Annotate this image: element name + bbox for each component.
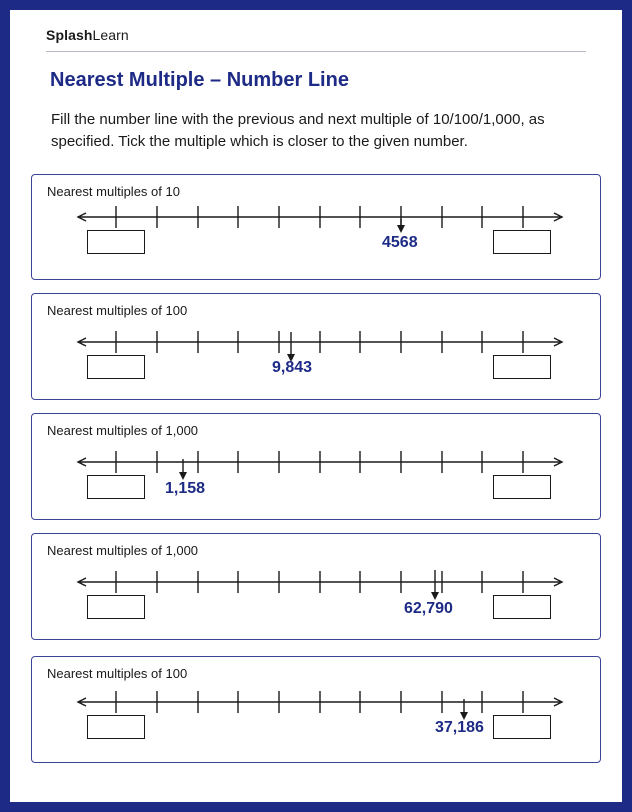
problem-label: Nearest multiples of 1,000 [47,543,199,558]
answer-box-next[interactable] [493,475,551,499]
number-line-4 [32,534,602,641]
given-number: 37,186 [435,719,484,736]
number-line-5 [32,657,602,764]
brand-logo [46,27,129,43]
given-number: 62,790 [404,600,453,617]
header-divider [46,51,586,52]
answer-box-previous[interactable] [87,715,145,739]
brand-logo-bold: Splash [46,27,93,43]
given-number: 1,158 [165,480,206,497]
problem-panel-5 [31,656,601,763]
given-pointer-head [179,472,187,480]
brand-logo-light: Learn [92,27,129,43]
answer-box-next[interactable] [493,355,551,379]
answer-box-previous[interactable] [87,355,145,379]
problem-panel-2 [31,293,601,400]
given-pointer-head [397,225,405,233]
problem-label: Nearest multiples of 1,000 [47,423,199,438]
number-line-1 [32,175,602,281]
answer-box-previous[interactable] [87,595,145,619]
problem-panel-4 [31,533,601,640]
problem-label: Nearest multiples of 100 [47,666,188,681]
instructions: Fill the number line with the previous and next multiple of 10/100/1,000, as specified. Tick the multiple which is closer to the given number. [51,111,545,150]
given-number: 9,843 [272,359,313,376]
problem-label: Nearest multiples of 10 [47,184,180,199]
answer-box-next[interactable] [493,715,551,739]
page-title: Nearest Multiple – Number Line [50,69,349,91]
worksheet-page [10,10,622,802]
number-line-2 [32,294,602,401]
answer-box-next[interactable] [493,595,551,619]
given-pointer-head [431,592,439,600]
problem-panel-1 [31,174,601,280]
problem-label: Nearest multiples of 100 [47,303,188,318]
answer-box-previous[interactable] [87,230,145,254]
problem-panel-3 [31,413,601,520]
number-line-3 [32,414,602,521]
answer-box-previous[interactable] [87,475,145,499]
given-number: 4568 [382,234,418,251]
answer-box-next[interactable] [493,230,551,254]
